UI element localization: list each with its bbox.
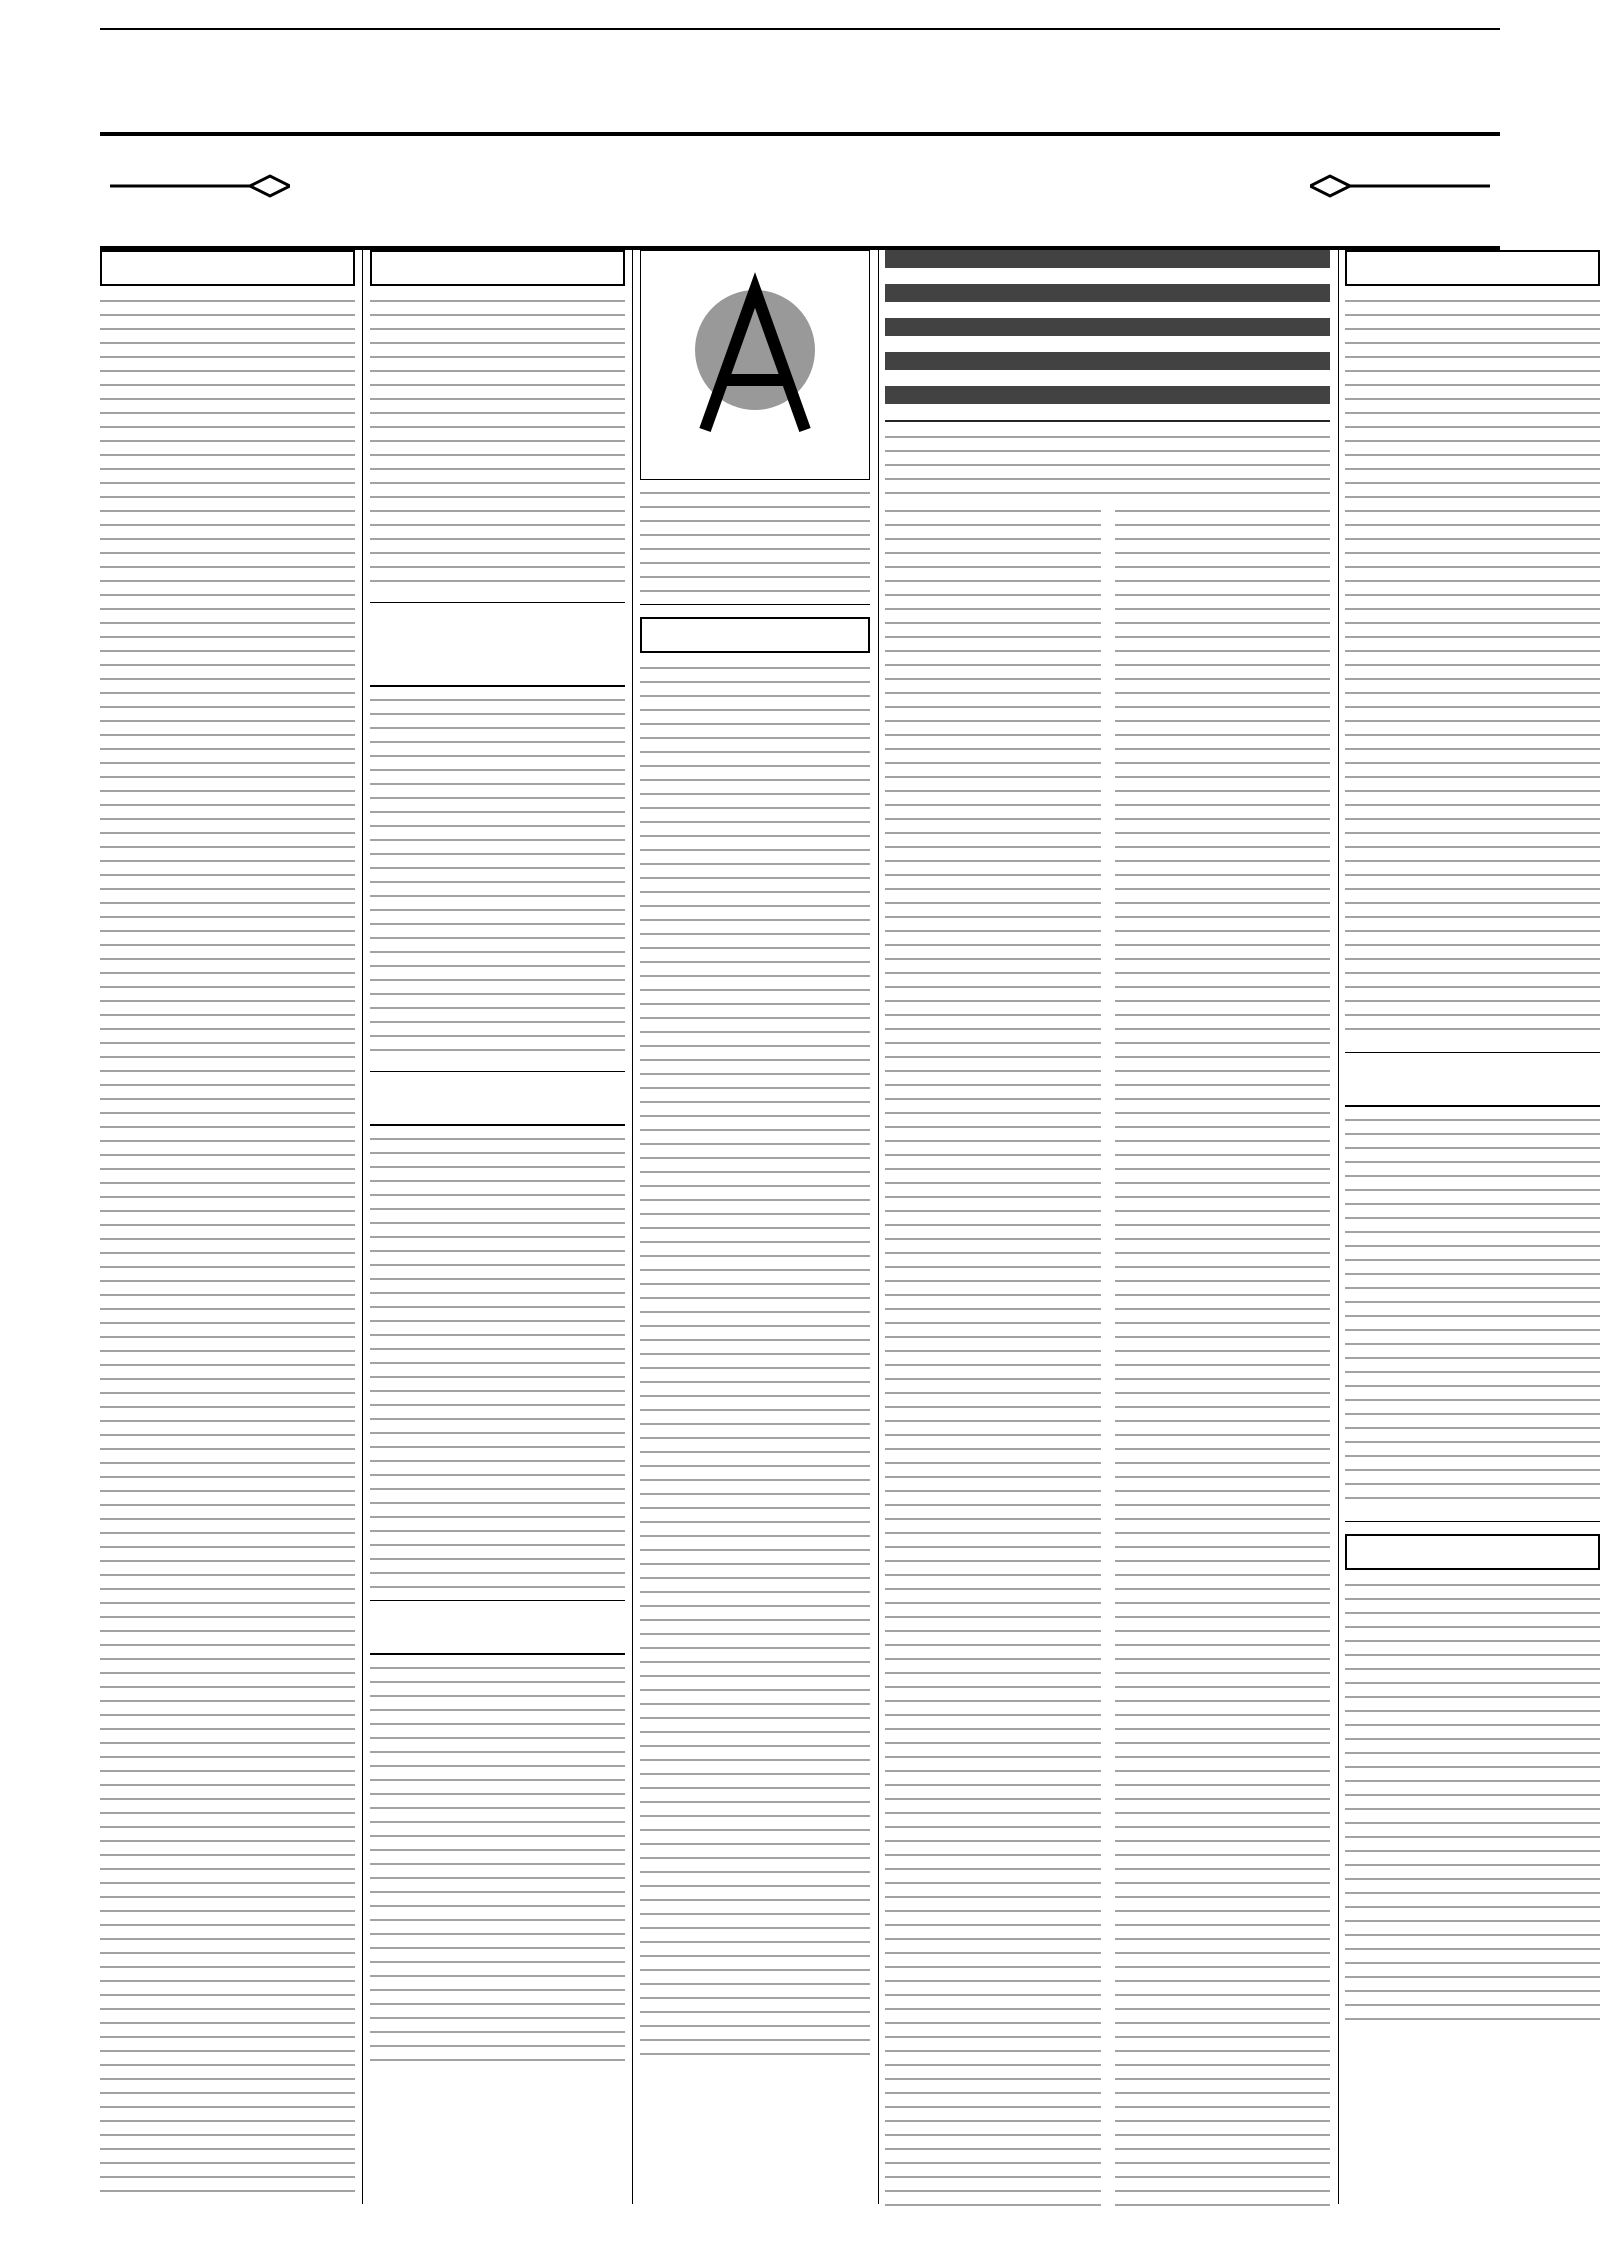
header-rule [100, 28, 1500, 30]
article-separator [640, 604, 870, 605]
column-section-label [1345, 250, 1600, 286]
column-1 [100, 250, 355, 2204]
article-body [640, 667, 870, 2057]
article-separator [370, 1071, 625, 1072]
article-body [1345, 1119, 1600, 1509]
article-body [885, 510, 1101, 2210]
column-5 [1345, 250, 1600, 2204]
column-2 [370, 250, 625, 2204]
article-headline [370, 1613, 625, 1655]
article-body [1115, 510, 1331, 2210]
column-divider [632, 250, 633, 2204]
decorative-letter-illustration-icon [675, 270, 835, 460]
feature-headline [885, 250, 1330, 422]
column-section-label [370, 250, 625, 286]
article-body [640, 492, 870, 592]
column-section-label [1345, 1534, 1600, 1570]
column-section-label [640, 617, 870, 653]
article-body [370, 1667, 625, 2067]
article-body [1345, 300, 1600, 1040]
masthead-ornament-icon [110, 172, 290, 200]
article-separator [1345, 1521, 1600, 1522]
column-divider [1338, 250, 1339, 2204]
article-columns [885, 510, 1330, 2210]
page-header [100, 14, 1500, 44]
column-divider [878, 250, 879, 2204]
article-body [370, 699, 625, 1059]
article-body [1345, 1584, 1600, 2024]
article-body [370, 1138, 625, 1588]
feature-subheadline [885, 436, 1330, 496]
article-body [370, 300, 625, 590]
section-masthead [100, 132, 1500, 250]
column-4 [885, 250, 1330, 2204]
masthead-ornament-icon [1310, 172, 1490, 200]
article-separator [370, 602, 625, 603]
article-headline [370, 1084, 625, 1126]
illustration [640, 250, 870, 480]
article-headline [1345, 1065, 1600, 1107]
article-headline [370, 615, 625, 687]
article-separator [370, 1600, 625, 1601]
column-section-label [100, 250, 355, 286]
column-3 [640, 250, 870, 2204]
article-body [100, 300, 355, 2200]
column-divider [362, 250, 363, 2204]
article-separator [1345, 1052, 1600, 1053]
